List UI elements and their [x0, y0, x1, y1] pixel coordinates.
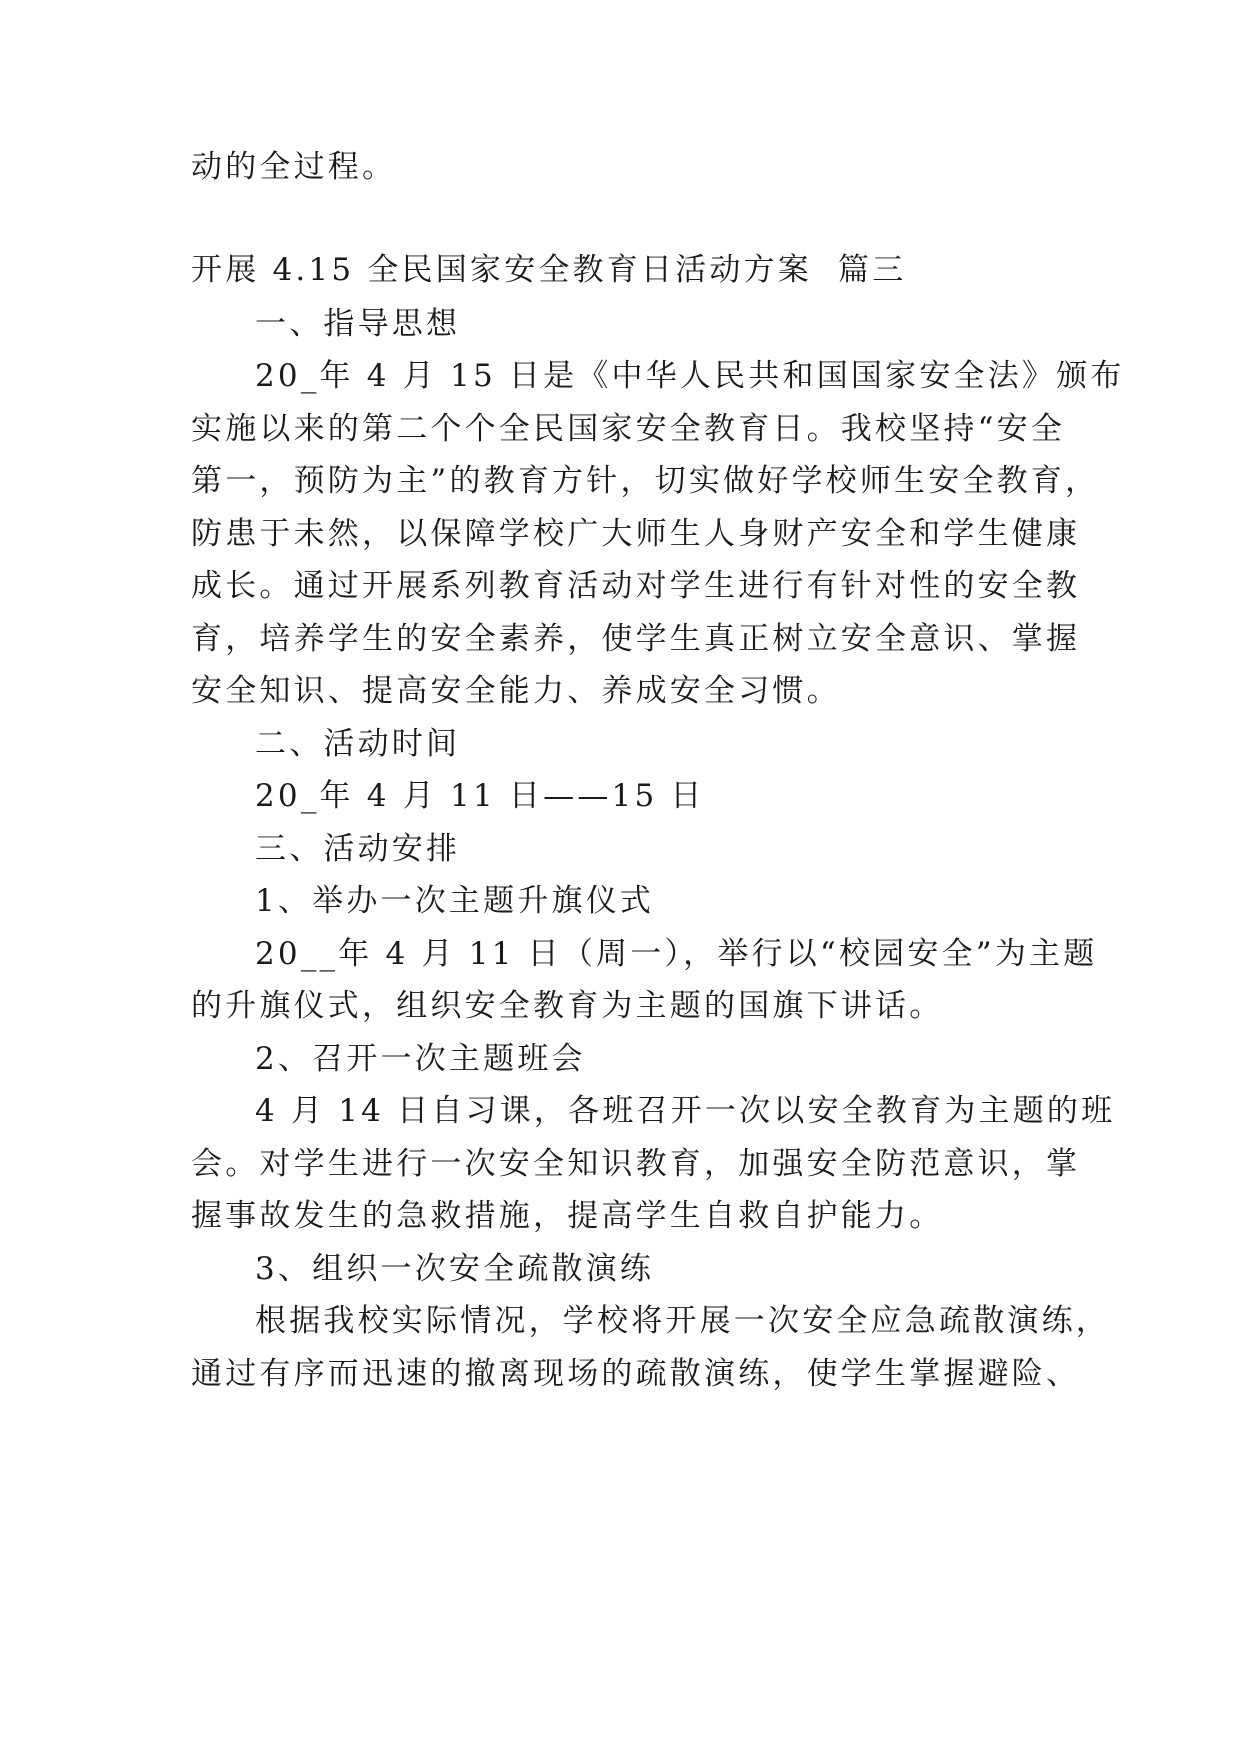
paragraph-line: 握事故发生的急救措施，提高学生自救自护能力。 — [191, 1198, 944, 1234]
heading-guiding-thought: 一、指导思想 — [255, 306, 461, 342]
section-title: 开展 4.15 全民国家安全教育日活动方案 篇三 — [191, 252, 907, 288]
activity-time-value: 20_年 4 月 11 日——15 日 — [255, 778, 705, 814]
paragraph-line: 的升旗仪式，组织安全教育为主题的国旗下讲话。 — [191, 988, 944, 1024]
paragraph-line: 4 月 14 日自习课，各班召开一次以安全教育为主题的班 — [255, 1093, 1116, 1129]
item-heading-flag-ceremony: 1、举办一次主题升旗仪式 — [255, 883, 655, 919]
paragraph-line: 通过有序而迅速的撤离现场的疏散演练，使学生掌握避险、 — [191, 1356, 1081, 1392]
item-heading-evacuation-drill: 3、组织一次安全疏散演练 — [255, 1251, 655, 1287]
paragraph-line: 实施以来的第二个个全民国家安全教育日。我校坚持“安全 — [191, 411, 1066, 447]
text-line-continuation: 动的全过程。 — [191, 149, 397, 185]
heading-activity-arrangement: 三、活动安排 — [255, 831, 461, 867]
paragraph-line: 根据我校实际情况，学校将开展一次安全应急疏散演练， — [255, 1303, 1110, 1339]
paragraph-line: 安全知识、提高安全能力、养成安全习惯。 — [191, 673, 841, 709]
paragraph-line: 20__年 4 月 11 日（周一），举行以“校园安全”为主题 — [255, 936, 1098, 972]
paragraph-line: 成长。通过开展系列教育活动对学生进行有针对性的安全教 — [191, 568, 1081, 604]
item-heading-class-meeting: 2、召开一次主题班会 — [255, 1041, 586, 1077]
paragraph-line: 育，培养学生的安全素养，使学生真正树立安全意识、掌握 — [191, 621, 1081, 657]
paragraph-line: 会。对学生进行一次安全知识教育，加强安全防范意识，掌 — [191, 1146, 1081, 1182]
heading-activity-time: 二、活动时间 — [255, 726, 461, 762]
paragraph-line: 第一，预防为主”的教育方针，切实做好学校师生安全教育， — [191, 463, 1100, 499]
paragraph-line: 20_年 4 月 15 日是《中华人民共和国国家安全法》颁布 — [255, 358, 1125, 394]
paragraph-line: 防患于未然，以保障学校广大师生人身财产安全和学生健康 — [191, 516, 1081, 552]
